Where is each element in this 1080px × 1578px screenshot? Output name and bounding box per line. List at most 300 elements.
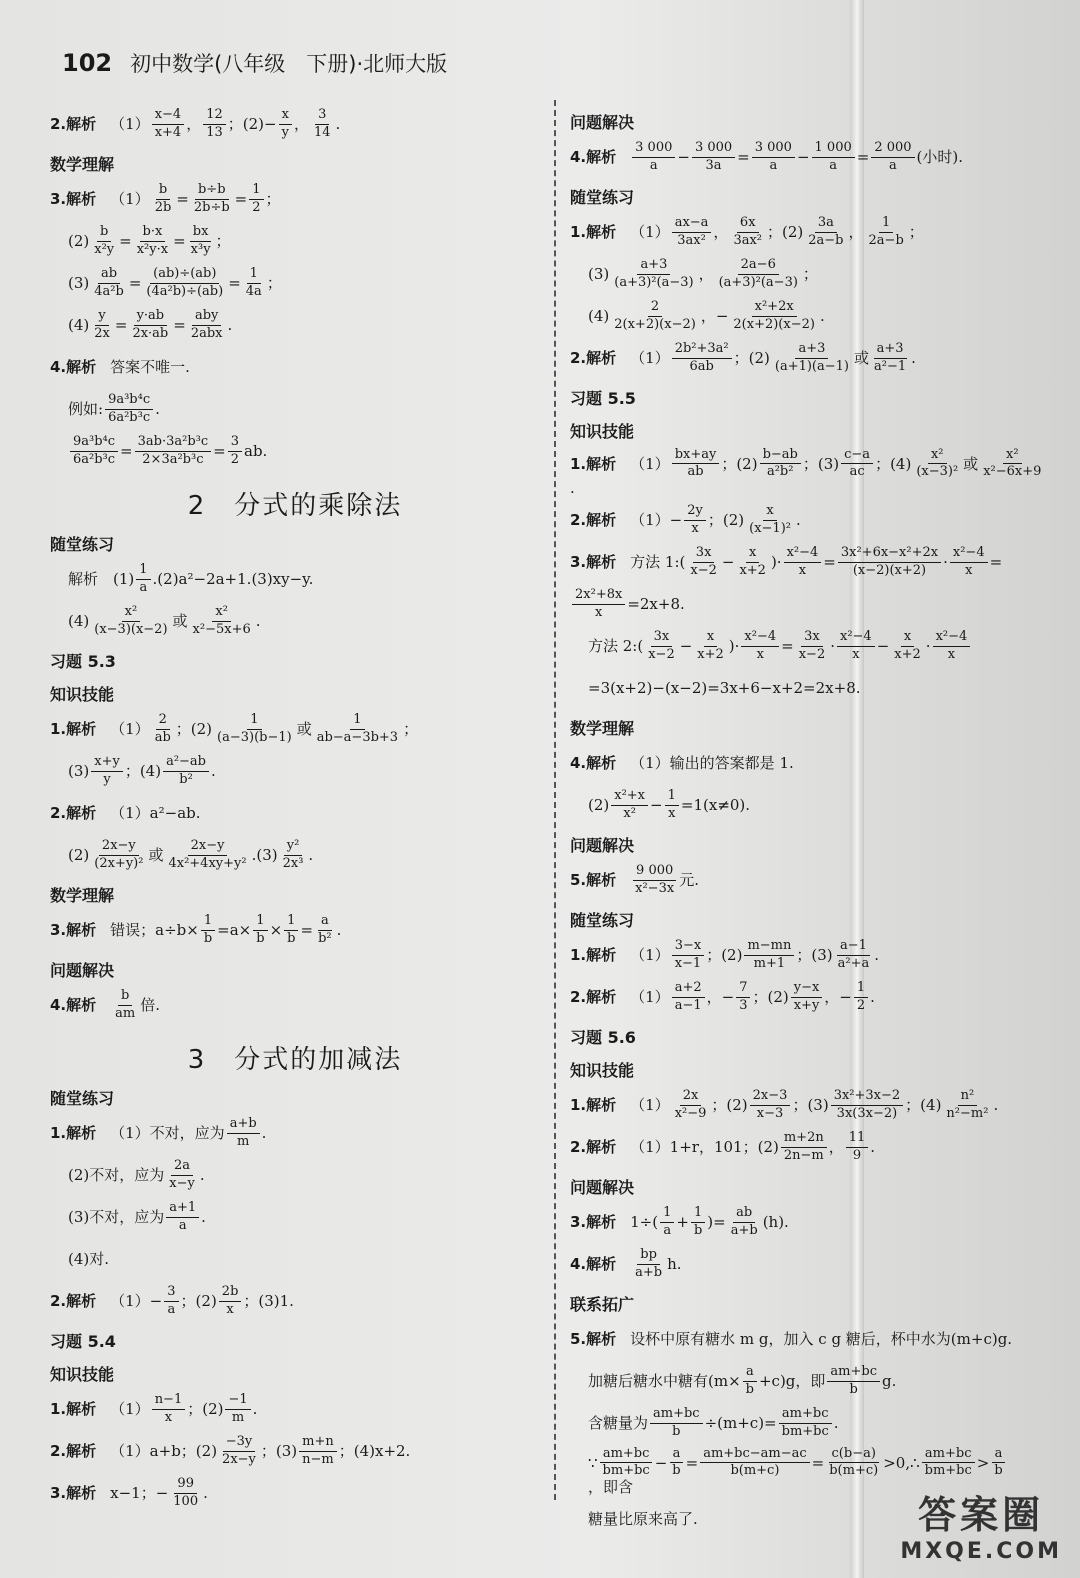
denominator: 3a <box>705 157 722 173</box>
fraction <box>672 1089 710 1121</box>
numerator: 2a−6 <box>738 258 779 274</box>
denominator: (a−3)(b−1) <box>217 729 292 745</box>
denominator: x² <box>623 805 636 821</box>
answer-line <box>570 1363 1050 1399</box>
answer-label: 2.解析 <box>570 1137 617 1156</box>
math-text: > <box>976 1453 990 1472</box>
section-heading: 知识技能 <box>50 685 115 704</box>
answer-line <box>50 106 540 142</box>
denominator: x+4 <box>154 124 182 140</box>
fraction <box>219 1285 242 1317</box>
numerator: m+2n <box>781 1131 827 1147</box>
answer-line <box>50 1283 540 1319</box>
denominator: (x−1)² <box>749 520 791 536</box>
fraction <box>746 504 794 536</box>
denominator: 4x²+4xy+y² <box>168 855 247 871</box>
fraction <box>672 939 705 971</box>
left-column <box>50 100 540 1517</box>
answer-line <box>570 862 1050 898</box>
fraction <box>672 448 720 480</box>
math-text: =a× <box>217 920 252 939</box>
answer-label: 1.解析 <box>50 1123 97 1142</box>
math-text: × <box>269 920 283 939</box>
answer-line <box>50 603 540 639</box>
math-text: (2) <box>68 845 90 864</box>
denominator: am <box>115 1005 136 1021</box>
numerator: 12 <box>203 108 226 124</box>
math-text: ， <box>698 264 714 283</box>
answer-label: 2.解析 <box>570 348 617 367</box>
math-text: . <box>819 306 825 325</box>
numerator: n² <box>958 1089 978 1105</box>
numerator: x <box>763 504 776 520</box>
fraction <box>225 1393 250 1425</box>
numerator: 1 <box>284 914 298 930</box>
math-text: . <box>336 920 342 939</box>
math-text: ， <box>848 222 864 241</box>
answer-line <box>570 214 1050 250</box>
denominator: b <box>693 1222 703 1238</box>
fraction <box>645 630 678 662</box>
fraction <box>772 342 852 374</box>
denominator: x <box>947 646 956 662</box>
math-text: + <box>676 1212 689 1231</box>
fraction <box>600 1447 653 1479</box>
answer-label: 4.解析 <box>570 1254 617 1273</box>
answer-label: 3.解析 <box>50 1483 97 1502</box>
fraction <box>143 267 226 299</box>
fraction <box>253 914 267 946</box>
answer-label: 2.解析 <box>50 1441 97 1460</box>
fraction <box>665 789 679 821</box>
numerator: x <box>279 108 292 124</box>
math-text: . <box>211 761 216 780</box>
numerator: 3a <box>815 216 837 232</box>
denominator: (x−3)² <box>916 464 959 480</box>
math-text: ；(3)1. <box>243 1291 294 1310</box>
numerator: c−a <box>841 448 873 464</box>
denominator: x²−3x <box>635 880 675 896</box>
denominator: (x−2)(x+2) <box>852 562 927 578</box>
fraction <box>243 267 265 299</box>
fraction <box>188 309 226 341</box>
denominator: 4a <box>245 283 262 299</box>
numerator: a+1 <box>166 1201 199 1217</box>
math-text: . <box>993 1095 999 1114</box>
answer-label: 4.解析 <box>50 357 97 376</box>
math-text: 1÷( <box>630 1212 659 1231</box>
fraction <box>846 1131 869 1163</box>
numerator: a <box>992 1447 1006 1463</box>
numerator: (ab)÷(ab) <box>150 267 219 283</box>
fraction <box>784 546 822 578</box>
math-text: +c)g，即 <box>758 1371 826 1390</box>
numerator: c(b−a) <box>829 1447 879 1463</box>
denominator: x²−6x+9 <box>983 464 1042 480</box>
fraction <box>219 1435 259 1467</box>
answer-label: 5.解析 <box>570 870 617 889</box>
numerator: bx+ay <box>672 448 720 464</box>
math-text: ；(2) <box>175 719 213 738</box>
denominator: a²b² <box>766 464 794 480</box>
numerator: 2 <box>156 713 170 729</box>
numerator: 3−x <box>672 939 705 955</box>
math-text: )= <box>707 1212 726 1231</box>
math-text: = <box>176 189 189 208</box>
answer-line <box>570 544 1050 580</box>
denominator: a <box>769 157 778 173</box>
math-text: （1） <box>110 189 150 208</box>
denominator: n−m <box>302 1451 334 1467</box>
numerator: 1 <box>247 713 261 729</box>
numerator: 3x²+3x−2 <box>831 1089 903 1105</box>
fraction <box>163 755 209 787</box>
numerator: 3ab·3a²b³c <box>135 435 212 451</box>
numerator: b <box>156 183 170 199</box>
denominator: (a+3)²(a−3) <box>718 274 798 290</box>
fraction <box>672 981 705 1013</box>
answer-line <box>50 1157 540 1193</box>
answer-line <box>50 1433 540 1469</box>
denominator: ab <box>154 729 171 745</box>
numerator: 2x²+8x <box>572 588 625 604</box>
numerator: a+3 <box>637 258 670 274</box>
numerator: a+3 <box>795 342 828 358</box>
answer-line <box>50 181 540 217</box>
numerator: a <box>318 914 332 930</box>
answer-line <box>50 1475 540 1511</box>
fraction <box>922 1447 975 1479</box>
denominator: b(m+c) <box>829 1463 879 1479</box>
fraction <box>112 989 138 1021</box>
denominator: 2 <box>230 451 240 467</box>
math-text: . <box>911 348 916 367</box>
numerator: ab <box>733 1206 755 1222</box>
math-text: ；(4)x+2. <box>338 1441 411 1460</box>
numerator: 2y <box>684 504 706 520</box>
fraction <box>611 789 648 821</box>
numerator: 2b <box>219 1285 242 1301</box>
numerator: −1 <box>225 1393 250 1409</box>
math-text: (3) <box>68 761 90 780</box>
fraction <box>669 1447 683 1479</box>
numerator: y² <box>284 839 303 855</box>
fraction <box>838 546 941 578</box>
watermark <box>900 1484 1062 1564</box>
fraction <box>632 141 675 173</box>
math-text: （1）− <box>630 510 683 529</box>
math-text: ；(2) <box>711 1095 748 1114</box>
math-text: . <box>255 611 261 630</box>
math-text: − <box>650 795 663 814</box>
numerator: a <box>743 1365 757 1381</box>
answer-line <box>570 448 1050 496</box>
denominator: 2n−m <box>783 1147 824 1163</box>
numerator: m+n <box>299 1435 337 1451</box>
fraction <box>611 258 696 290</box>
math-text: = <box>737 147 750 166</box>
section-heading: 联系拓广 <box>570 1295 635 1315</box>
right-column <box>570 100 1050 1543</box>
math-text: − <box>654 1453 668 1472</box>
denominator: (a+3)²(a−3) <box>614 274 694 290</box>
math-text: ，即含 <box>588 1477 634 1496</box>
answer-label: 2.解析 <box>50 114 97 133</box>
math-text: (3) <box>68 273 90 292</box>
fraction <box>760 448 801 480</box>
answer-label: 1.解析 <box>50 1399 97 1418</box>
answer-label: 3.解析 <box>570 552 617 571</box>
denominator: 3 <box>739 997 748 1013</box>
math-text: . <box>874 945 879 964</box>
answer-line <box>50 391 540 427</box>
denominator: ab−a−3b+3 <box>316 729 399 745</box>
math-text: . <box>203 1483 208 1502</box>
numerator: a+2 <box>672 981 705 997</box>
math-text: ， <box>828 1137 844 1156</box>
fraction <box>134 225 171 257</box>
numerator: x²−4 <box>741 630 779 646</box>
math-text: . <box>155 399 160 418</box>
math-text: ；(2) <box>733 348 770 367</box>
math-text: =2x+8. <box>627 594 685 613</box>
denominator: x <box>691 520 699 536</box>
denominator: a−1 <box>674 997 702 1013</box>
fraction <box>315 914 335 946</box>
denominator: x <box>965 562 973 578</box>
answer-line <box>570 745 1050 781</box>
denominator: (2x+y)² <box>94 855 144 871</box>
math-text: ； <box>802 264 818 283</box>
fraction <box>166 1159 198 1191</box>
numerator: 1 <box>201 914 215 930</box>
answer-label: 2.解析 <box>50 1291 97 1310</box>
denominator: 2x³ <box>282 855 304 871</box>
denominator: 3ax² <box>677 232 706 248</box>
numerator: aby <box>192 309 221 325</box>
answer-line <box>570 979 1050 1015</box>
math-text: 方法 1:( <box>630 552 686 571</box>
denominator: 2 <box>856 997 866 1013</box>
fraction <box>891 630 924 662</box>
numerator: y <box>95 309 108 325</box>
math-text: ；(2) <box>767 222 804 241</box>
math-text: 解析 (1) <box>68 569 135 588</box>
math-text: =3(x+2)−(x−2)=3x+6−x+2=2x+8. <box>588 678 861 697</box>
math-text: 方法 2:( <box>588 636 644 655</box>
denominator: x <box>594 604 603 620</box>
numerator: bx <box>190 225 212 241</box>
denominator: x−2 <box>690 562 717 578</box>
denominator: a <box>139 579 148 595</box>
numerator: am+bc <box>650 1407 703 1423</box>
chapter-title: 3 分式的加减法 <box>187 1045 403 1075</box>
fraction <box>980 448 1044 480</box>
answer-line <box>570 586 1050 622</box>
math-text: = <box>823 552 836 571</box>
numerator: 2 <box>648 300 662 316</box>
answer-line <box>570 1405 1050 1441</box>
numerator: 1 <box>854 981 868 997</box>
denominator: x−2 <box>798 646 826 662</box>
fraction <box>152 183 175 215</box>
book-title: 初中数学(八年级 下册)·北师大版 <box>130 52 448 76</box>
math-text: （1） <box>110 719 150 738</box>
answer-line <box>570 670 1050 706</box>
math-text: − <box>679 636 693 655</box>
math-text: h. <box>667 1254 682 1273</box>
denominator: b² <box>179 771 193 787</box>
math-text: . <box>870 987 875 1006</box>
numerator: x <box>704 630 717 646</box>
fraction <box>684 504 706 536</box>
answer-line <box>50 711 540 747</box>
fraction <box>866 216 907 248</box>
numerator: x² <box>212 605 231 621</box>
numerator: 2a <box>171 1159 193 1175</box>
numerator: 1 <box>136 563 150 579</box>
denominator: a+b <box>635 1264 663 1280</box>
fraction <box>632 864 677 896</box>
chapter-title: 2 分式的乘除法 <box>187 491 403 521</box>
math-text: ， <box>186 114 202 133</box>
denominator: x²−5x+6 <box>192 621 251 637</box>
math-text: = <box>119 231 132 250</box>
denominator: bm+bc <box>602 1463 650 1479</box>
fraction <box>672 216 712 248</box>
watermark-logo-text: 答案圈 <box>918 1493 1045 1537</box>
math-text: >0,∴ <box>883 1453 920 1472</box>
numerator: 1 <box>249 183 263 199</box>
numerator: 3 <box>315 108 329 124</box>
math-text: ；(2) <box>187 1399 224 1418</box>
math-text: = <box>685 1453 699 1472</box>
denominator: x <box>756 646 764 662</box>
fraction <box>687 546 720 578</box>
denominator: 2a−b <box>808 232 844 248</box>
answer-line <box>570 298 1050 334</box>
section-heading: 问题解决 <box>50 961 115 980</box>
numerator: 99 <box>174 1477 197 1493</box>
numerator: 1 <box>660 1206 674 1222</box>
numerator: 7 <box>736 981 750 997</box>
fraction <box>91 225 117 257</box>
math-text: ， <box>713 222 729 241</box>
math-text: （1）a²−ab. <box>110 803 201 822</box>
fraction <box>943 1089 991 1121</box>
numerator: am+bc−am−ac <box>700 1447 809 1463</box>
numerator: 1 <box>253 914 267 930</box>
fraction <box>827 1365 880 1397</box>
denominator: x−1 <box>674 955 702 971</box>
math-text: ； <box>403 719 419 738</box>
numerator: m−mn <box>744 939 794 955</box>
numerator: x <box>746 546 759 562</box>
numerator: 11 <box>846 1131 869 1147</box>
denominator: b <box>287 930 296 946</box>
denominator: a²−1 <box>874 358 907 374</box>
denominator: x <box>164 1409 173 1425</box>
numerator: 1 000 <box>812 141 855 157</box>
fraction <box>70 435 118 467</box>
math-text: = <box>811 1453 825 1472</box>
numerator: am+bc <box>922 1447 975 1463</box>
fraction <box>736 981 750 1013</box>
denominator: 2b÷b <box>193 199 230 215</box>
denominator: x²y·x <box>136 241 169 257</box>
numerator: x² <box>928 448 947 464</box>
numerator: b·x <box>140 225 166 241</box>
denominator: x²y <box>94 241 115 257</box>
math-text: x−1；− <box>110 1483 169 1502</box>
fraction <box>781 1131 827 1163</box>
math-text: .(2)a²−2a+1.(3)xy−y. <box>152 569 314 588</box>
numerator: 9a³b⁴c <box>105 393 153 409</box>
fraction <box>284 914 298 946</box>
numerator: 1 <box>247 267 261 283</box>
math-text: 或 <box>172 611 188 630</box>
answer-label: 2.解析 <box>570 510 617 529</box>
answer-label: 2.解析 <box>570 987 617 1006</box>
section-heading: 随堂练习 <box>50 535 115 554</box>
math-text: ，− <box>706 987 735 1006</box>
math-text: · <box>830 636 835 655</box>
math-text: 或 <box>963 454 979 473</box>
math-text: 错误；a÷b× <box>110 920 199 939</box>
fraction <box>611 300 699 332</box>
denominator: ab <box>687 464 704 480</box>
section-heading: 问题解决 <box>570 1178 635 1198</box>
denominator: 2 <box>252 199 261 215</box>
math-text: （1） <box>110 114 150 133</box>
math-text: = <box>300 920 314 939</box>
fraction <box>188 225 214 257</box>
answer-line <box>50 837 540 873</box>
fraction <box>796 630 829 662</box>
numerator: y·ab <box>134 309 168 325</box>
math-text: . <box>201 1207 206 1226</box>
answer-line <box>570 1129 1050 1165</box>
numerator: n−1 <box>152 1393 186 1409</box>
denominator: 14 <box>313 124 331 140</box>
denominator: 100 <box>173 1493 199 1509</box>
math-text: = <box>120 441 133 460</box>
fraction <box>743 1365 757 1397</box>
math-text: · <box>943 552 948 571</box>
numerator: 3 000 <box>752 141 795 157</box>
math-text: − <box>876 636 890 655</box>
numerator: x²−4 <box>784 546 822 562</box>
denominator: x+2 <box>739 562 766 578</box>
fraction <box>730 300 818 332</box>
denominator: 6ab <box>689 358 714 374</box>
numerator: x+y <box>91 755 123 771</box>
math-text: ，− <box>824 987 852 1006</box>
answer-label: 4.解析 <box>570 753 617 772</box>
fraction <box>190 605 254 637</box>
denominator: 2x·ab <box>132 325 169 341</box>
denominator: 9 <box>852 1147 862 1163</box>
section-heading: 数学理解 <box>50 886 115 905</box>
math-text: (h). <box>762 1212 789 1231</box>
fraction <box>279 108 292 140</box>
numerator: x²−4 <box>950 546 988 562</box>
numerator: b÷b <box>195 183 229 199</box>
fraction <box>311 108 334 140</box>
numerator: −3y <box>223 1435 256 1451</box>
math-text: =1(x≠0). <box>680 795 751 814</box>
fraction <box>170 1477 201 1509</box>
